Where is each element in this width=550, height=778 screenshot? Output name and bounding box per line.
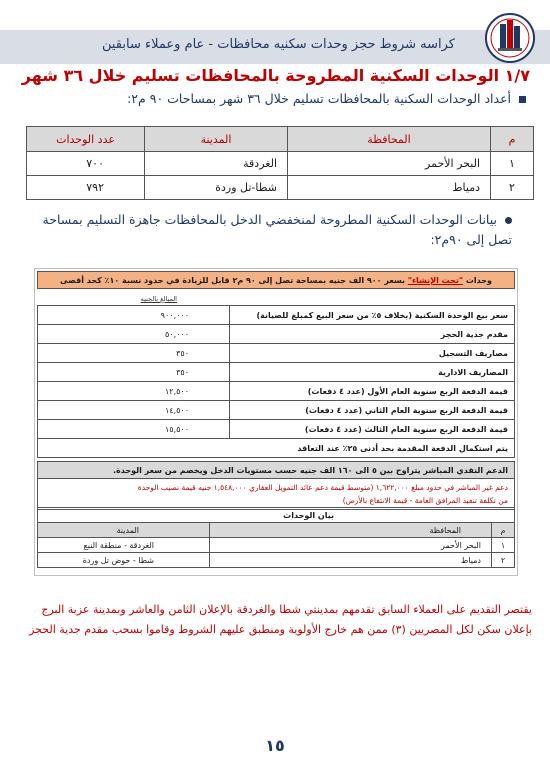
col-header-index: م [492,523,515,538]
cell-governorate: دمياط [210,553,492,568]
price-value: ١٥,٥٠٠ [38,420,230,439]
cell-count: ٧٠٠ [27,152,145,176]
cell-city: شطا-تل وردة [145,176,288,200]
price-table [37,305,515,458]
bullet-text: بيانات الوحدات السكنية المطروحة لمنخفضي الدخل بالمحافظات جاهزة التسليم بمساحة [42,212,497,227]
table-row [38,538,515,553]
eligibility-line1: يقتصر التقديم على العملاء السابق تقدمهم بمدينتي شطا والغردقة بالإعلان الثامن والعاشر وبمدينة عزبة البرج [41,603,532,616]
col-header-index: م [491,127,534,152]
table-row [38,420,515,439]
table-row [38,401,515,420]
amount-header: المبالغ بالجنيه [140,295,177,303]
cell-city: الغردقة - منطقة النبع [38,538,210,553]
round-bullet-icon [505,217,512,224]
support-table [37,461,515,510]
col-header-city: المدينة [38,523,210,538]
price-value: ١٤,٥٠٠ [38,401,230,420]
cell-index: ٢ [492,553,515,568]
table-row [27,176,534,200]
price-label: قيمة الدفعة الربع سنوية العام الأول (عدد ٤ دفعات) [230,382,515,401]
top-note-rest: بسعر ٩٠٠ الف جنيه بمساحة تصل إلى ٩٠ م٢ قابل للزيادة في حدود نسبة ١٠٪ كحد أقصى [59,275,405,285]
cell-city: شطا - حوض تل وردة [38,553,210,568]
section-title: ١/٧ الوحدات السكنية المطروحة بالمحافظات تسليم خلال ٣٦ شهر [21,66,530,85]
header-bar [0,30,550,64]
cell-index: ١ [492,538,515,553]
price-value: ٣٥٠ [38,344,230,363]
price-value: ٩٠٠,٠٠٠ [38,306,230,325]
cell-governorate: البحر الأحمر [288,152,491,176]
table-row [38,306,515,325]
price-label: مصاريف التسجيل [230,344,515,363]
price-label: قيمة الدفعة الربع سنوية العام الثاني (عدد ٤ دفعات) [230,401,515,420]
table-row [38,344,515,363]
cell-governorate: البحر الأحمر [210,538,492,553]
col-header-governorate: المحافظة [210,523,492,538]
panel-units-table [37,507,515,568]
bullet-ready-units-cont: تصل إلى ٩٠م٢: [430,232,512,247]
price-value: ٥٠,٠٠٠ [38,325,230,344]
price-label: قيمة الدفعة الربع سنوية العام الثالث (عدد ٤ دفعات) [230,420,515,439]
table-row [38,553,515,568]
price-label: سعر بيع الوحدة السكنية (بخلاف ٥٪ من سعر البيع كمبلغ للصيانة) [230,306,515,325]
cell-index: ٢ [491,176,534,200]
units-caption: بيان الوحدات [38,508,515,523]
indirect-support-line1: دعم غير المباشر في حدود مبلغ ١,٦٢٢,٠٠٠ (متوسط قيمة دعم عائد التمويل العقاري ١,٥٤٨,٠٠٠ جنيه قيمة نصيب الوحدة [137,483,508,492]
pricing-panel [34,268,518,576]
table-row [38,363,515,382]
col-header-city: المدينة [145,127,288,152]
cell-index: ١ [491,152,534,176]
col-header-count: عدد الوحدات [27,127,145,152]
top-note-prefix: وحدات [465,275,493,285]
cell-governorate: دمياط [288,176,491,200]
header-title: كراسه شروط حجز وحدات سكنيه محافظات - عام وعملاء سابقين [101,37,455,52]
bullet-text: أعداد الوحدات السكنية بالمحافظات تسليم خلال ٣٦ شهر بمساحات ٩٠ م٢: [127,91,511,106]
direct-support-note: الدعم النقدي المباشر يتراوح بين ٥ الى ١٦٠ الف جنيه حسب مستويات الدخل ويخصم من سعر الوحدة. [38,462,515,479]
cell-count: ٧٩٢ [27,176,145,200]
indirect-support-note [38,479,515,510]
advance-note: يتم استكمال الدفعة المقدمة بحد أدنى ٢٥٪ عند التعاقد [38,439,515,458]
units-table [26,126,534,200]
price-value: ١٢,٥٠٠ [38,382,230,401]
eligibility-note [18,600,532,640]
ministry-logo [476,10,538,66]
table-header-row [27,127,534,152]
price-label: المصاريف الادارية [230,363,515,382]
bullet-ready-units [43,212,512,227]
top-note-quote: "تحت الإنشاء" [407,275,464,285]
table-row [38,439,515,458]
panel-top-note [37,271,515,289]
square-bullet-icon [519,96,526,103]
top-note-cell [38,272,515,289]
price-label: مقدم جدية الحجز [230,325,515,344]
page-number: ١٥ [265,736,285,755]
price-value: ٣٥٠ [38,363,230,382]
col-header-governorate: المحافظة [288,127,491,152]
bullet-units-count [127,91,526,106]
eligibility-line2: بإعلان سكن لكل المصريين (٣) ممن هم خارج الأولوية ومنطبق عليهم الشروط وقاموا بسحب مقدم جدية الحجز [29,623,532,636]
cell-city: الغردقة [145,152,288,176]
table-row [38,382,515,401]
indirect-support-line2: من تكلفة تنفيذ المرافق العامة - قيمة الانتفاع بالأرض) [342,496,508,505]
table-row [38,325,515,344]
table-row [27,152,534,176]
